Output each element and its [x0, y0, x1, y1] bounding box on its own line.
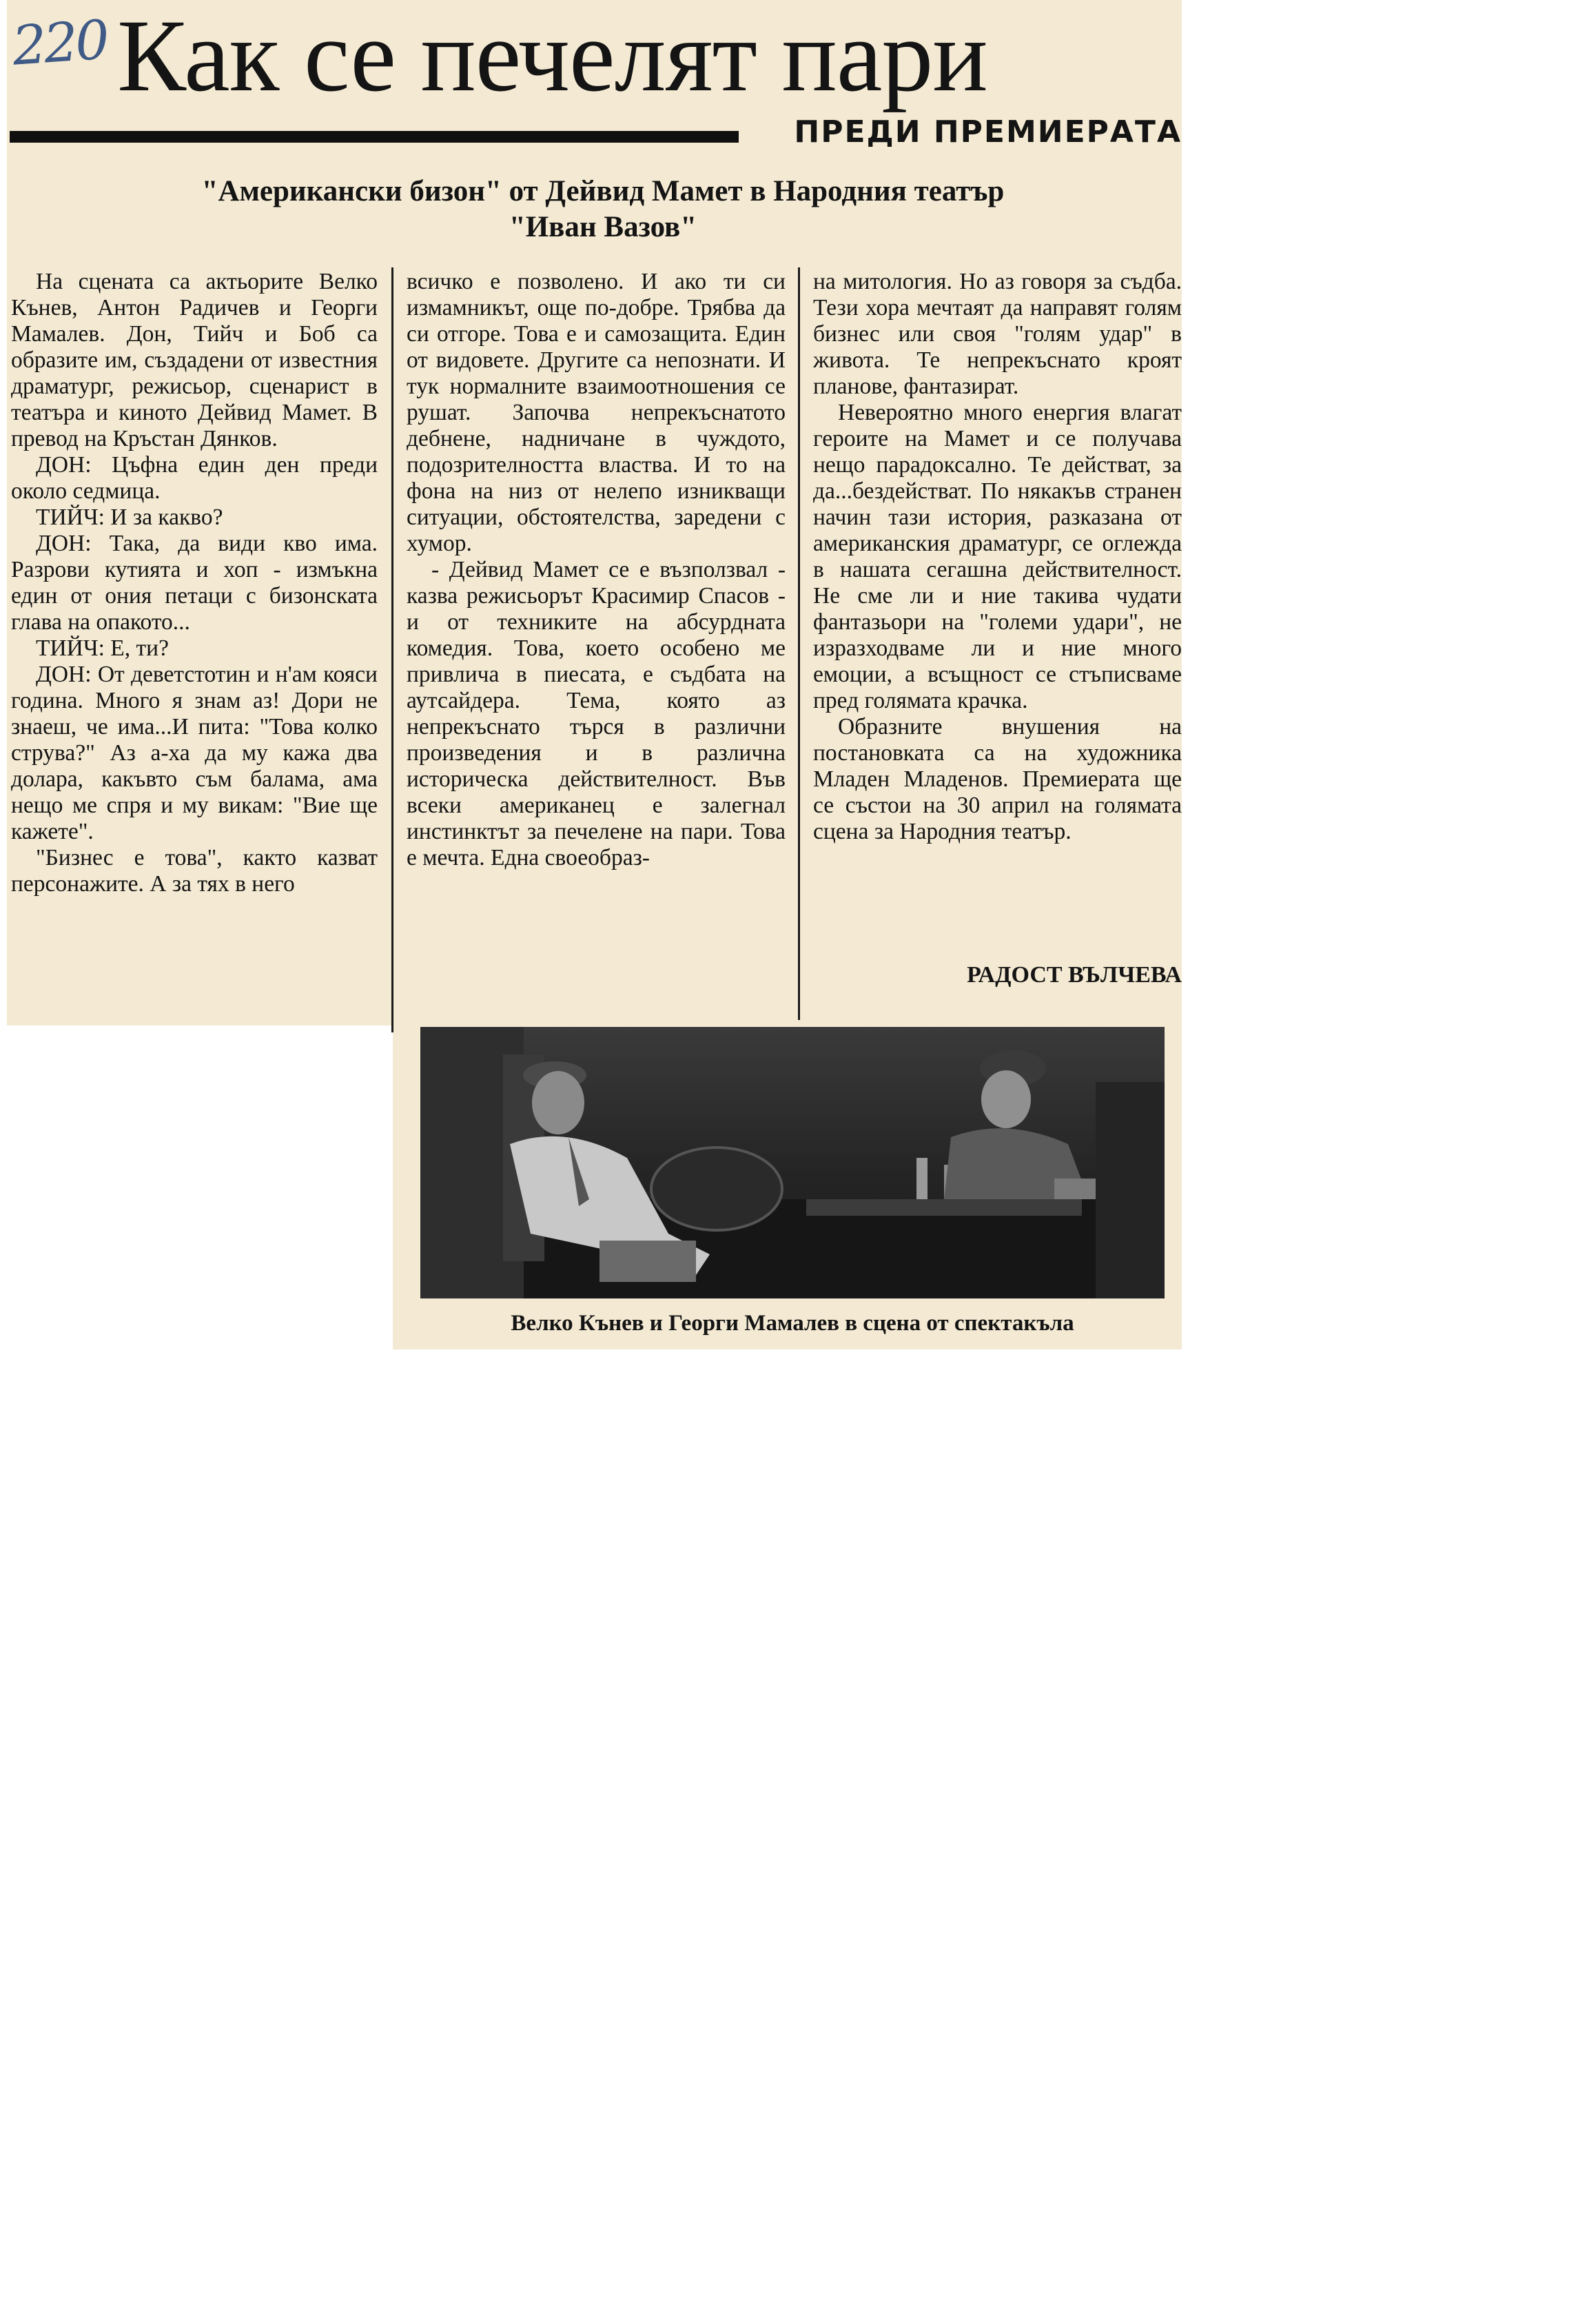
article-column-3 — [813, 269, 1182, 845]
paragraph: на митология. Но аз говоря за съдба. Тези хора мечтаят да направят голям бизнес или своя "голям удар" в живота. Те непрекъснато кроят планове, фантазират. — [813, 269, 1182, 399]
paragraph: Образните внушения на постановката са на художника Младен Младенов. Премиерата ще се състои на 30 април на голямата сцена за Народния театър. — [813, 714, 1182, 844]
subheadline-line-2: "Иван Вазов" — [509, 211, 697, 243]
paragraph: ДОН: Цъфна един ден преди около седмица. — [11, 452, 378, 504]
theater-logo — [1440, 2255, 1578, 2324]
logo-text-line-1: НАРОДЕН — [1457, 2279, 1560, 2302]
newspaper-clipping — [7, 0, 1572, 2318]
paragraph: Невероятно много енергия влагат героите на Мамет и се получава нещо парадоксално. Те действат, за да...бездействат. По някакъв странен начин тази история, разказана от американския драматург, се оглежда в нашата сегашна действителност. Не сме ли и ние такива чудати фантазьори на "големи удари", не изразходваме ли и ние много емоции, а всъщност се стъписваме пред голямата крачка. — [813, 400, 1182, 713]
paragraph: ТИЙЧ: Е, ти? — [36, 635, 169, 661]
subheadline — [110, 174, 1096, 245]
photo-caption: Велко Кънев и Георги Мамалев в сцена от спектакъла — [511, 1311, 1074, 1336]
article-column-2 — [407, 269, 786, 871]
article-column-1 — [11, 269, 378, 897]
headline-rule — [10, 131, 739, 143]
paragraph: ДОН: От деветстотин и н'ам кояси година. Много я знам аз! Дори не знаеш, че има...И пита: "Това колко струва?" Аз а-ха да му кажа два долара, какъвто съм балама, ама нещо ме спря и му викам: "Вие ще кажете". — [11, 662, 378, 844]
subheadline-line-1: "Американски бизон" от Дейвид Мамет в Народния театър — [201, 175, 1005, 207]
paragraph: ТИЙЧ: И за какво? — [36, 504, 223, 530]
column-divider — [798, 267, 800, 1020]
headline: Как се печелят пари — [117, 0, 987, 113]
section-kicker: ПРЕДИ ПРЕМИЕРАТА — [794, 114, 1182, 150]
handwritten-number: 220 — [10, 9, 109, 78]
column-divider — [391, 267, 393, 1032]
paragraph: ДОН: Така, да види кво има. Разрови кутията и хоп - измъкна един от ония петаци с бизонската глава на опакото... — [11, 531, 378, 635]
paragraph: - Дейвид Мамет се е възползвал - казва режисьорът Красимир Спасов - и от техниките на абсурдната комедия. Това, което особено ме привлича в пиесата, е съдбата на аутсайдера. Тема, която аз непрекъснато търся в различни произведения и в различна историческа действителност. Във всеки американец е залегнал инстинктът за печелене на пари. Това е мечта. Една своеобраз- — [407, 557, 786, 870]
paragraph: На сцената са актьорите Велко Кънев, Антон Радичев и Георги Мамалев. Дон, Тийч и Боб са образите им, създадени от известния драматург, режисьор, сценарист в театъра и киното Дейвид Мамет. В превод на Кръстан Дянков. — [11, 269, 378, 451]
logo-signature: Иван Вазов — [1446, 2255, 1572, 2279]
paragraph: "Бизнес е това", както казват персонажите. А за тях в него — [11, 845, 378, 897]
paragraph: всичко е позволено. И ако ти си измамникът, още по-добре. Трябва да си отгоре. Това е и самозащита. Един от видовете. Другите са непознати. И тук нормалните взаимоотношения се рушат. Започва непрекъснатото дебнене, надничане в чуждото, подозрителността властва. И то на фона на низ от нелепо изникващи ситуации, обстоятелства, заредени с хумор. — [407, 269, 786, 556]
author-byline: РАДОСТ ВЪЛЧЕВА — [967, 962, 1182, 988]
stage-photo-illustration — [420, 1027, 1165, 1298]
logo-text-line-2: ТЕАТЪР — [1476, 2301, 1542, 2318]
